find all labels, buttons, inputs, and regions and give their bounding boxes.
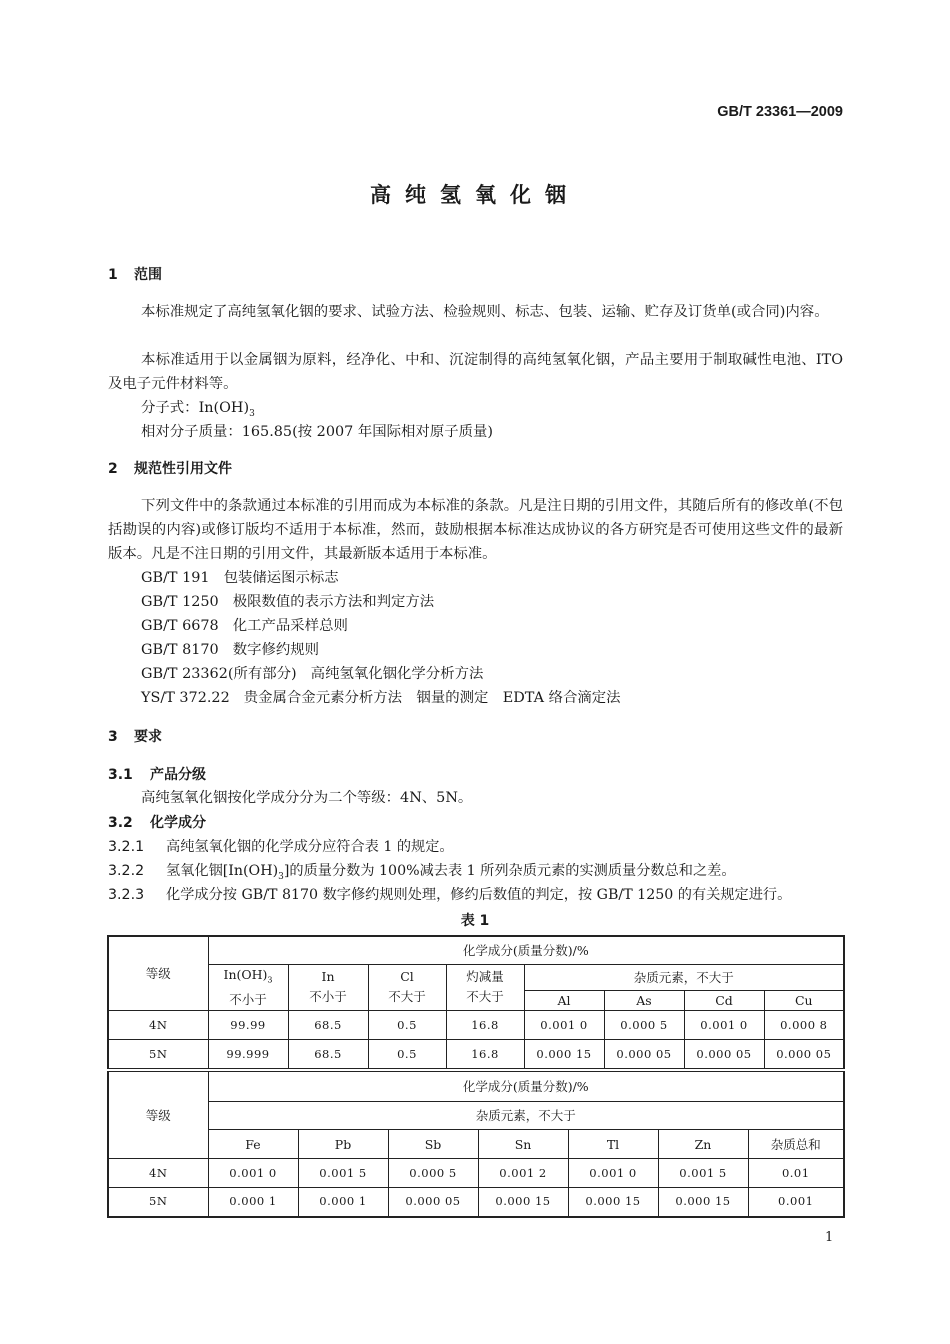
composition-table-part1 xyxy=(107,935,845,1069)
value-cell: 68.5 xyxy=(288,1040,368,1069)
column-header-pb: Pb xyxy=(298,1130,388,1159)
reference-item xyxy=(141,662,483,686)
value-cell: 68.5 xyxy=(288,1011,368,1040)
value-cell: 0.000 05 xyxy=(604,1040,684,1069)
document-title: 高纯氢氧化铟 xyxy=(370,183,580,207)
reference-code: GB/T 191 xyxy=(141,570,210,586)
reference-code: GB/T 1250 xyxy=(141,594,219,610)
section-heading-scope xyxy=(108,263,162,287)
clause-number: 3.2.3 xyxy=(108,887,145,903)
reference-title: 贵金属合金元素分析方法 铟量的测定 EDTA 络合滴定法 xyxy=(243,690,621,706)
grade-cell: 5N xyxy=(108,1188,208,1217)
reference-title: 数字修约规则 xyxy=(232,642,320,658)
subsection-heading-composition xyxy=(108,811,206,835)
composition-header: 化学成分(质量分数)/% xyxy=(208,1072,844,1102)
value-cell: 0.000 5 xyxy=(604,1011,684,1040)
clause-text: 氢氧化铟[In(OH) xyxy=(166,863,279,879)
table-row xyxy=(108,1159,844,1188)
column-header-sb: Sb xyxy=(388,1130,478,1159)
reference-code: YS/T 372.22 xyxy=(141,690,230,706)
value-cell: 0.5 xyxy=(368,1011,446,1040)
section-number: 2 xyxy=(108,461,118,477)
column-limit: 不小于 xyxy=(309,989,347,1005)
value-cell: 0.001 0 xyxy=(524,1011,604,1040)
value-cell: 0.000 05 xyxy=(764,1040,844,1069)
column-header-total-impurities: 杂质总和 xyxy=(748,1130,844,1159)
table-row xyxy=(108,1011,844,1040)
impurity-header: 杂质元素，不大于 xyxy=(208,1102,844,1130)
section-title: 要求 xyxy=(134,729,162,745)
reference-item xyxy=(141,590,434,614)
composition-table-part2 xyxy=(107,1071,845,1218)
reference-code: GB/T 23362(所有部分) xyxy=(141,666,297,682)
grade-header: 等级 xyxy=(108,1072,208,1159)
column-header-fe: Fe xyxy=(208,1130,298,1159)
value-cell: 0.5 xyxy=(368,1040,446,1069)
grade-cell: 4N xyxy=(108,1159,208,1188)
value-cell: 0.001 xyxy=(748,1188,844,1217)
grade-cell: 4N xyxy=(108,1011,208,1040)
column-limit: 不大于 xyxy=(388,989,426,1005)
column-limit: 不大于 xyxy=(466,989,504,1005)
subsection-title: 产品分级 xyxy=(150,767,206,783)
reference-code: GB/T 6678 xyxy=(141,618,219,634)
value-cell: 0.000 15 xyxy=(478,1188,568,1217)
subsection-number: 3.1 xyxy=(108,767,133,783)
value-cell: 0.000 15 xyxy=(568,1188,658,1217)
grades-text: 高纯氢氧化铟按化学成分分为二个等级：4N、5N。 xyxy=(141,790,473,806)
value-cell: 0.001 5 xyxy=(298,1159,388,1188)
column-header-in-oh3 xyxy=(208,964,288,1011)
column-subscript: 3 xyxy=(267,975,273,984)
page-number: 1 xyxy=(825,1230,834,1245)
value-cell: 0.001 0 xyxy=(208,1159,298,1188)
subsection-number: 3.2 xyxy=(108,815,133,831)
column-name: In xyxy=(321,969,335,985)
grade-header: 等级 xyxy=(108,936,208,1011)
molar-mass: 相对分子质量：165.85(按 2007 年国际相对原子质量) xyxy=(141,424,493,440)
section-number: 1 xyxy=(108,267,118,283)
reference-item xyxy=(141,686,621,710)
column-header-tl: Tl xyxy=(568,1130,658,1159)
reference-item xyxy=(141,566,339,590)
column-header-cd: Cd xyxy=(684,990,764,1010)
grade-cell: 5N xyxy=(108,1040,208,1069)
reference-title: 化工产品采样总则 xyxy=(232,618,348,634)
value-cell: 0.001 0 xyxy=(684,1011,764,1040)
column-header-zn: Zn xyxy=(658,1130,748,1159)
table-row xyxy=(108,1188,844,1217)
reference-title: 高纯氢氧化铟化学分析方法 xyxy=(310,666,484,682)
references-paragraph: 下列文件中的条款通过本标准的引用而成为本标准的条款。凡是注日期的引用文件，其随后所有的修改单(不包括勘误的内容)或修订版均不适用于本标准，然而，鼓励根据本标准达成协议的各方研究是否可使用这些文件的最新版本。凡是不注日期的引用文件，其最新版本适用于本标准。 xyxy=(108,498,843,562)
subsection-heading-grades xyxy=(108,763,206,787)
column-name: In(OH) xyxy=(223,966,268,982)
column-header-loss-on-ignition xyxy=(446,964,524,1011)
value-cell: 0.000 15 xyxy=(658,1188,748,1217)
section-heading-references xyxy=(108,457,232,481)
reference-item xyxy=(141,614,348,638)
value-cell: 16.8 xyxy=(446,1011,524,1040)
column-name: 灼减量 xyxy=(466,969,504,985)
reference-title: 包装储运图示标志 xyxy=(223,570,339,586)
clause-text: 高纯氢氧化铟的化学成分应符合表 1 的规定。 xyxy=(166,839,454,855)
clause-3-2-1 xyxy=(108,835,454,859)
value-cell: 0.000 1 xyxy=(298,1188,388,1217)
value-cell: 0.000 05 xyxy=(388,1188,478,1217)
impurity-header: 杂质元素，不大于 xyxy=(524,964,844,990)
value-cell: 0.001 5 xyxy=(658,1159,748,1188)
section-number: 3 xyxy=(108,729,118,745)
value-cell: 0.000 05 xyxy=(684,1040,764,1069)
value-cell: 16.8 xyxy=(446,1040,524,1069)
composition-header: 化学成分(质量分数)/% xyxy=(208,936,844,964)
formula-label: 分子式：In(OH) xyxy=(141,400,250,416)
standard-code: GB/T 23361—2009 xyxy=(717,104,843,120)
clause-subscript: 3 xyxy=(278,871,284,882)
value-cell: 0.000 15 xyxy=(524,1040,604,1069)
value-cell: 0.001 2 xyxy=(478,1159,568,1188)
formula-subscript: 3 xyxy=(249,408,255,419)
column-name: Cl xyxy=(400,969,414,985)
column-header-cu: Cu xyxy=(764,990,844,1010)
clause-text: 化学成分按 GB/T 8170 数字修约规则处理，修约后数值的判定，按 GB/T 1250 的有关规定进行。 xyxy=(166,887,792,903)
column-header-cl xyxy=(368,964,446,1011)
scope-paragraph-2: 本标准适用于以金属铟为原料，经净化、中和、沉淀制得的高纯氢氧化铟，产品主要用于制取碱性电池、ITO 及电子元件材料等。 xyxy=(108,352,843,392)
column-header-as: As xyxy=(604,990,684,1010)
subsection-title: 化学成分 xyxy=(150,815,206,831)
clause-text-cont: ]的质量分数为 100%减去表 1 所列杂质元素的实测质量分数总和之差。 xyxy=(283,863,736,879)
reference-title: 极限数值的表示方法和判定方法 xyxy=(232,594,435,610)
column-header-al: Al xyxy=(524,990,604,1010)
clause-3-2-3 xyxy=(108,883,791,907)
scope-paragraph-1: 本标准规定了高纯氢氧化铟的要求、试验方法、检验规则、标志、包装、运输、贮存及订货单(或合同)内容。 xyxy=(141,304,829,320)
section-heading-requirements xyxy=(108,725,162,749)
column-header-sn: Sn xyxy=(478,1130,568,1159)
column-header-in xyxy=(288,964,368,1011)
reference-code: GB/T 8170 xyxy=(141,642,219,658)
clause-number: 3.2.2 xyxy=(108,863,145,879)
value-cell: 0.01 xyxy=(748,1159,844,1188)
clause-number: 3.2.1 xyxy=(108,839,145,855)
value-cell: 0.000 8 xyxy=(764,1011,844,1040)
value-cell: 0.000 1 xyxy=(208,1188,298,1217)
table-caption: 表 1 xyxy=(460,913,490,929)
value-cell: 0.001 0 xyxy=(568,1159,658,1188)
section-title: 规范性引用文件 xyxy=(134,461,232,477)
value-cell: 0.000 5 xyxy=(388,1159,478,1188)
reference-item xyxy=(141,638,319,662)
section-title: 范围 xyxy=(134,267,162,283)
table-row xyxy=(108,1040,844,1069)
value-cell: 99.999 xyxy=(208,1040,288,1069)
column-limit: 不小于 xyxy=(229,992,267,1007)
value-cell: 99.99 xyxy=(208,1011,288,1040)
